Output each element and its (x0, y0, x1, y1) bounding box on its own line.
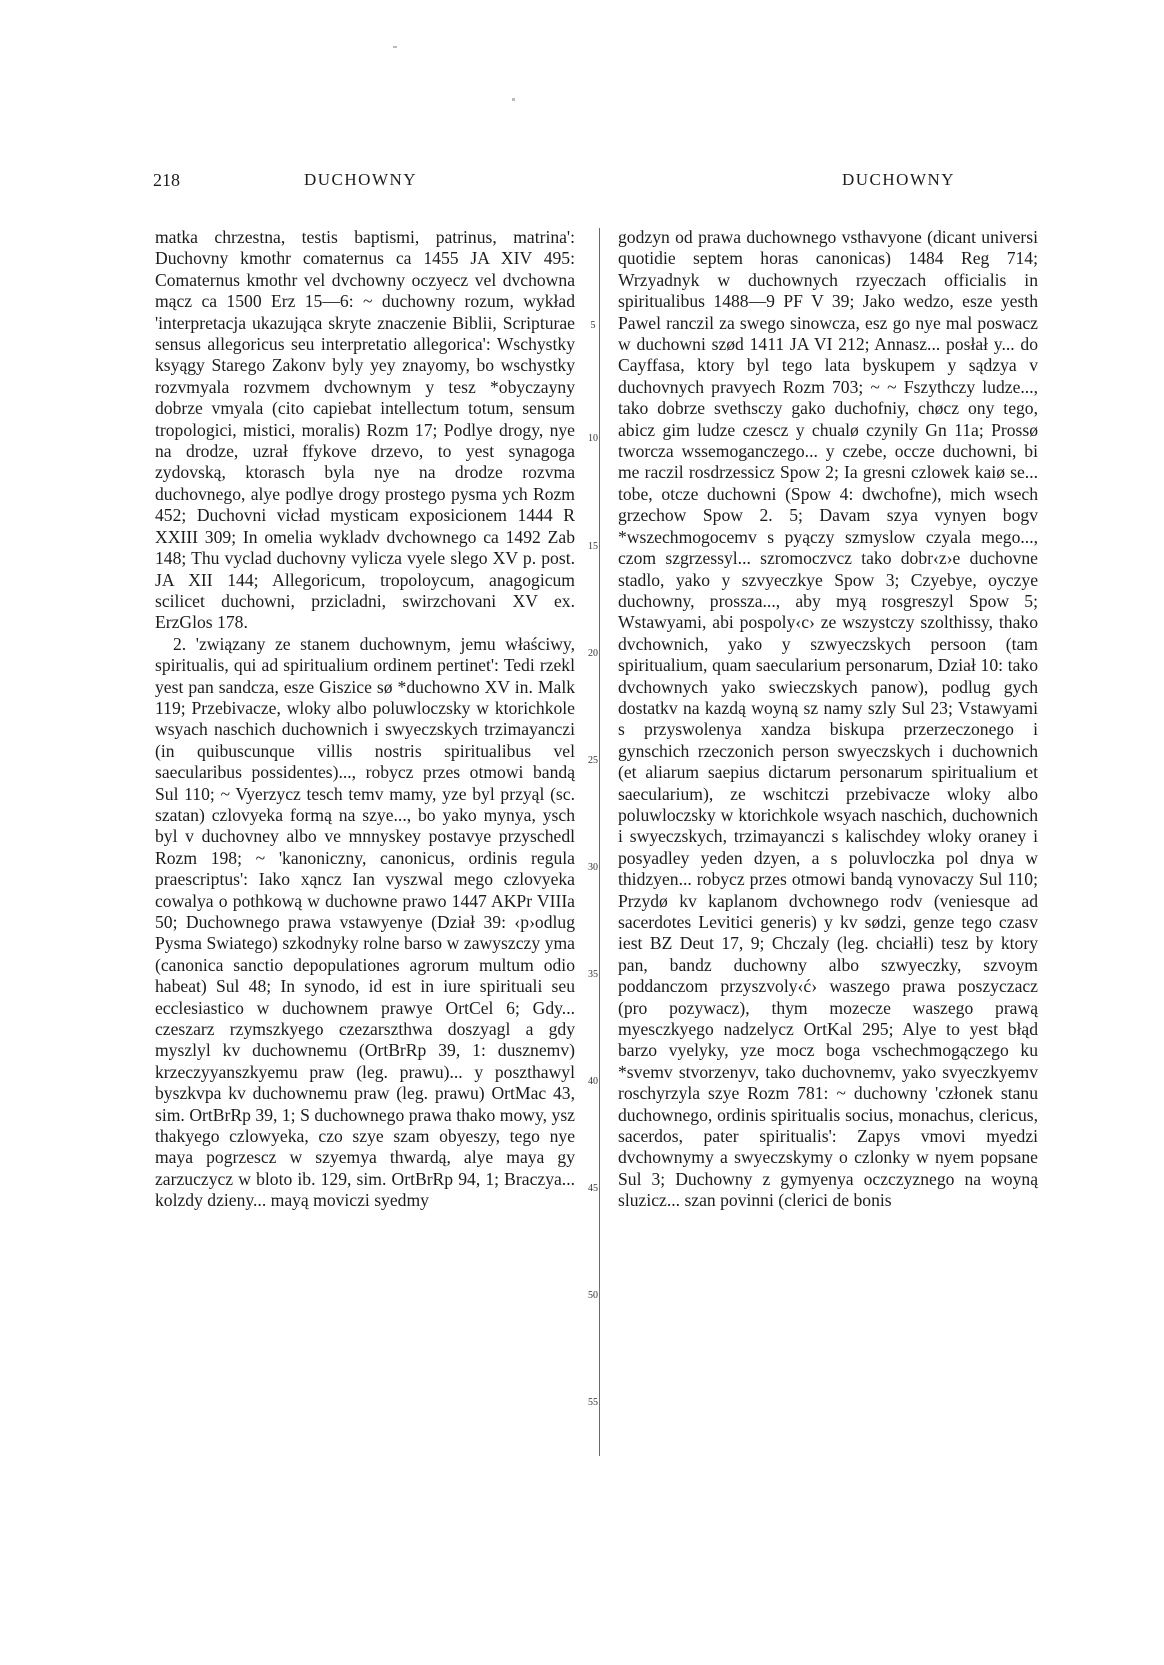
scan-speck (393, 46, 397, 48)
running-head-left: DUCHOWNY (304, 170, 418, 189)
column-divider (599, 228, 600, 1456)
line-number: 10 (588, 433, 598, 444)
line-number: 45 (588, 1183, 598, 1194)
line-number: 25 (588, 755, 598, 766)
entry-text-sense-1: matka chrzestna, testis baptismi, patrinus, matrina': Duchovny kmothr comaternus ca 1455 JA XIV 495: Comaternus kmothr vel dvchowny oczyecz vel dvchowna mącz ca 1500 Erz 15—6: ~ duchowny rozum, wykład 'interpretacja ukazująca skryte znaczenie Biblii, Scripturae sensus allegoricus seu interpretatio allegorica': Wschystky ksyągy Starego Zakonv byly yey znayomy, bo wschystky rozvmyala rozvmem dvchownym y tesz *obyczayny dobrze vmyala (cito capiebat intellectum totum, sensum tropologici, mistici, moralis) Rozm 17; Podlye drogy, nye na drodze, uzrał ffykove drzevo, to yest synagoga zydovską, ktorasch byla nye na drodze rozvma duchovnego, alye podlye drogy prostego pysma ych Rozm 452; Duchovni vicład mysticam exposicionem 1444 R XXIII 309; In omelia wykladv dvchownego ca 1492 Zab 148; Thu vyclad duchovny vylicza vyele slego XV p. post. JA XII 144; Allegoricum, tropoloycum, anagogicum scilicet duchowni, przicladni, swirzchovani XV ex. ErzGlos 178. (155, 227, 575, 633)
right-column (618, 227, 1038, 1212)
line-number: 20 (588, 648, 598, 659)
entry-text-continued: godzyn od prawa duchownego vsthavyone (dicant universi quotidie septem horas canonicas) 1484 Reg 714; Wrzyadnyk w duchownych rzyeczach officialis in spiritualibus 1488—9 PF V 39; Jako wedzo, esze yesth Pawel ranczil za swego sinowcza, esz go nye mal poswacz w duchowni szød 1411 JA VI 212; Annasz... posłał y... do Cayffasa, ktory byl tego lata byskupem y sądzya v duchovnych pravyech Rozm 703; ~ ~ Fszythczy ludze..., tako dobrze svethsczy gako duchofniy, chøcz ony tego, abicz gim ludze czescz y chualø czynily Gn 11a; Prossø tworcza wssemoganczego... y czebe, occze duchowni, bi me raczil rosdrzessicz Spow 2; Ia gresni czlowek kaiø se... tobe, otcze duchowni (Spow 4: dwchofne), mich wsech grzechow Spow 2. 5; Davam szya vynyen bogv *wszechmogocemv s pyączy szmyslow czyala mego..., czom szgrzessyl... szromoczvcz tako dobr‹z›e duchovne stadlo, yako y szvyeczkye Spow 3; Czyebye, oyczye duchowny, prossza..., aby myą rosgreszyl Spow 5; Wstawyami, abi pospoly‹c› ze wszystczy szolthissy, thako dvchownich, yako y szwyeczskych persoon (tam spiritualium, quam saecularium personarum, Dział 10: tako dvchownych yako swieczskych panow), podlug gych dostatkv na kazdą woyną sz namy szly Sul 23; Vstawyami s przyswolenya xandza biskupa przerzeczonego i gynschich rzeczonich person swyeczskych i duchownich (et aliarum saepius dictarum personarum spiritualium et saecularium), ze wschitczi przebivacze wloky albo poluwloczsky w ktorichkole wsyach naschich, duchownich i swyeczskych, trzimayanczi s kalischdey wloky oraney i posyadley yeden dzyen, a s poluvloczka pol dnya w thidzyen... robycz przes otmowi bandą vynovaczy Sul 110; Przydø kv kaplanom dvchownego rodv (veniesque ad sacerdotes Levitici generis) y kv sødzi, genze tego czasv iest BZ Deut 17, 9; Chczaly (leg. chciałli) tesz by ktory pan, bandz duchowny albo szwyeczky, szvoym poddanczom przyszvoly‹ć› waszego prawa poszyczacz (pro pozywacz), thym mozecze waszego prawą myesczkyego nadzelycz OrtKal 295; Alye to yest błąd barzo vyelyky, yze mocz boga vschechmogączego ku *svemv stvorzenyv, tako duchovnemv, yako svyeczkyemv roschyrzyla szye Rozm 781: ~ duchowny 'członek stanu duchownego, ordinis spiritualis socius, monachus, clericus, sacerdos, pater spiritualis': Zapys vmovi myedzi dvchownymy a swyeczskymy o czlonky w nyem popsane Sul 3; Duchowny z gymyenya oczczyznego na woyną sluzicz... szan povinni (clerici de bonis (618, 227, 1038, 1211)
line-number: 35 (588, 969, 598, 980)
left-column (155, 227, 575, 1212)
line-number: 40 (588, 1076, 598, 1087)
running-head-right: DUCHOWNY (842, 170, 956, 189)
line-number: 15 (588, 541, 598, 552)
entry-text-sense-2: 2. 'związany ze stanem duchownym, jemu właściwy, spiritualis, qui ad spiritualium ordinem pertinet': Tedi rzekl yest pan sandcza, esze Giszice sø *duchowno XV in. Malk 119; Przebivacze, wloky albo poluwloczsky w ktorichkole wsyach naschich duchownich i swyeczskych trzimayanczi (in quibuscunque villis nostris spiritualibus vel saecularibus possidentes)..., robycz przes otmowi bandą Sul 110; ~ Vyerzycz tesch temv mamy, yze byl przyąl (sc. szatan) czlovyeka formą na szye..., bo yako mynya, ysch byl v duchovney albo ve mnnyskey postavye przyschedl Rozm 198; ~ 'kanoniczny, canonicus, ordinis regula praescriptus': Iako xąncz Ian vyszwal mego czlovyeka cowalya o pothkową w duchowne prawo 1447 AKPr VIIIa 50; Duchownego prawa vstawyenye (Dział 39: ‹p›odlug Pysma Swiatego) szkodnyky rolne barso w zawyszczy yma (canonica sanctio depopulationes agrorum multum odio habeat) Sul 48; In synodo, id est in iure spirituali seu ecclesiastico w duchownem prawye OrtCel 6; Gdy... czeszarz rzymszkyego czezarszthwa doszyagl a gdy myszlyl kv duchownemu (OrtBrRp 39, 1: dusznemv) krzeczyyanszkyemu praw (leg. prawu)... y poszthawyl byszkvpa kv duchownemu praw (leg. prawu) OrtMac 43, sim. OrtBrRp 39, 1; S duchownego prawa thako mowy, ysz thakyego czlowyeka, czo szye szam obyeszy, tego nye maya pogrzescz w szyemya thwardą, alye maya gy zarzuczycz w bloto ib. 129, sim. OrtBrRp 94, 1; Braczya... kolzdy dzieny... mayą moviczi syedmy (155, 633, 575, 1211)
line-number: 30 (588, 862, 598, 873)
line-number: 55 (588, 1397, 598, 1408)
page-number: 218 (153, 170, 180, 190)
line-number: 50 (588, 1290, 598, 1301)
line-number: 5 (590, 320, 596, 331)
scan-speck (512, 98, 515, 101)
